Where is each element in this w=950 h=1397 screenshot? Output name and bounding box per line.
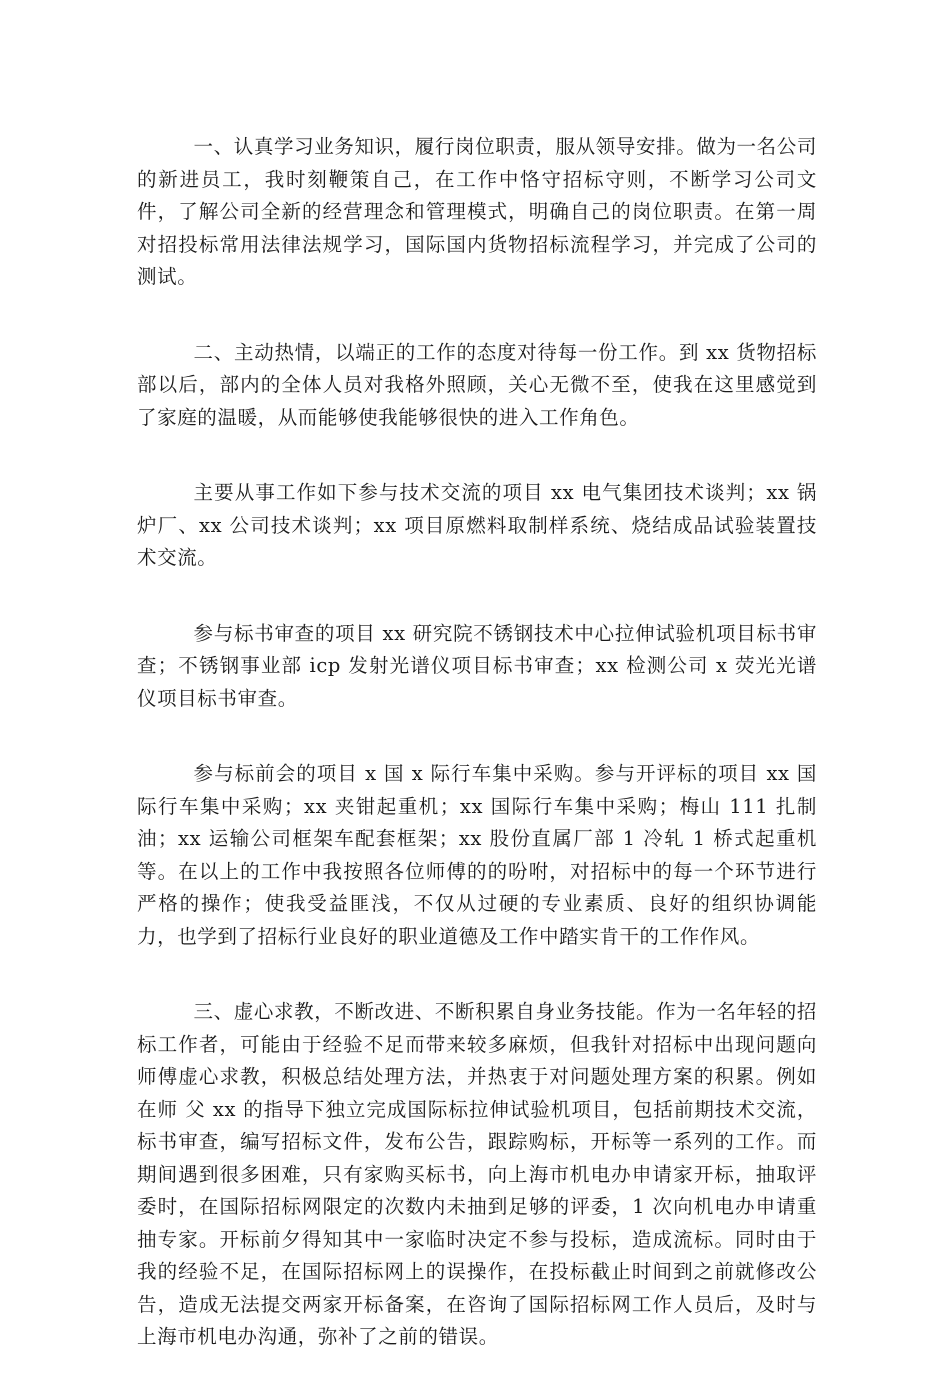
paragraph-2: 二、主动热情，以端正的工作的态度对待每一份工作。到 xx 货物招标部以后，部内的全体人员对我格外照顾，关心无微不至，使我在这里感觉到了家庭的温暖，从而能够使我能够很快的进入工作角色。: [137, 340, 817, 429]
paragraph-6: 三、虚心求教，不断改进、不断积累自身业务技能。作为一名年轻的招标工作者，可能由于经验不足而带来较多麻烦，但我针对招标中出现问题向师傅虚心求教，积极总结处理方法，并热衷于对问题处理方案的积累。例如在师 父 xx 的指导下独立完成国际标拉伸试验机项目，包括前期技术交流，标书审查，编写招标文件，发布公告，跟踪购标，开标等一系列的工作。而期间遇到很多困难，只有家购买标书，向上海市机电办申请家开标，抽取评委时，在国际招标网限定的次数内未抽到足够的评委，1 次向机电办申请重抽专家。开标前夕得知其中一家临时决定不参与投标，造成流标。同时由于我的经验不足，在国际招标网上的误操作，在投标截止时间到之前就修改公告，造成无法提交两家开标备案，在咨询了国际招标网工作人员后，及时与上海市机电办沟通，弥补了之前的错误。: [137, 1000, 817, 1348]
paragraph-1: 一、认真学习业务知识，履行岗位职责，服从领导安排。做为一名公司的新进员工，我时刻鞭策自己，在工作中恪守招标守则，不断学习公司文件，了解公司全新的经营理念和管理模式，明确自己的岗位职责。在第一周对招投标常用法律法规学习，国际国内货物招标流程学习，并完成了公司的测试。: [137, 135, 817, 288]
paragraph-5: 参与标前会的项目 x 国 x 际行车集中采购。参与开评标的项目 xx 国际行车集中采购；xx 夹钳起重机；xx 国际行车集中采购；梅山 111 扎制油；xx 运输公司框架车配套框架；xx 股份直属厂部 1 冷轧 1 桥式起重机等。在以上的工作中我按照各位师傅的的吩咐，对招标中的每一个环节进行严格的操作；使我受益匪浅，不仅从过硬的专业素质、良好的组织协调能力，也学到了招标行业良好的职业道德及工作中踏实肯干的工作作风。: [137, 762, 817, 948]
document-body: [137, 131, 817, 1397]
paragraph-3: 主要从事工作如下参与技术交流的项目 xx 电气集团技术谈判；xx 锅炉厂、xx 公司技术谈判；xx 项目原燃料取制样系统、烧结成品试验装置技术交流。: [137, 481, 817, 569]
paragraph-4: 参与标书审查的项目 xx 研究院不锈钢技术中心拉伸试验机项目标书审查；不锈钢事业部 icp 发射光谱仪项目标书审查；xx 检测公司 x 荧光光谱仪项目标书审查。: [137, 621, 817, 710]
